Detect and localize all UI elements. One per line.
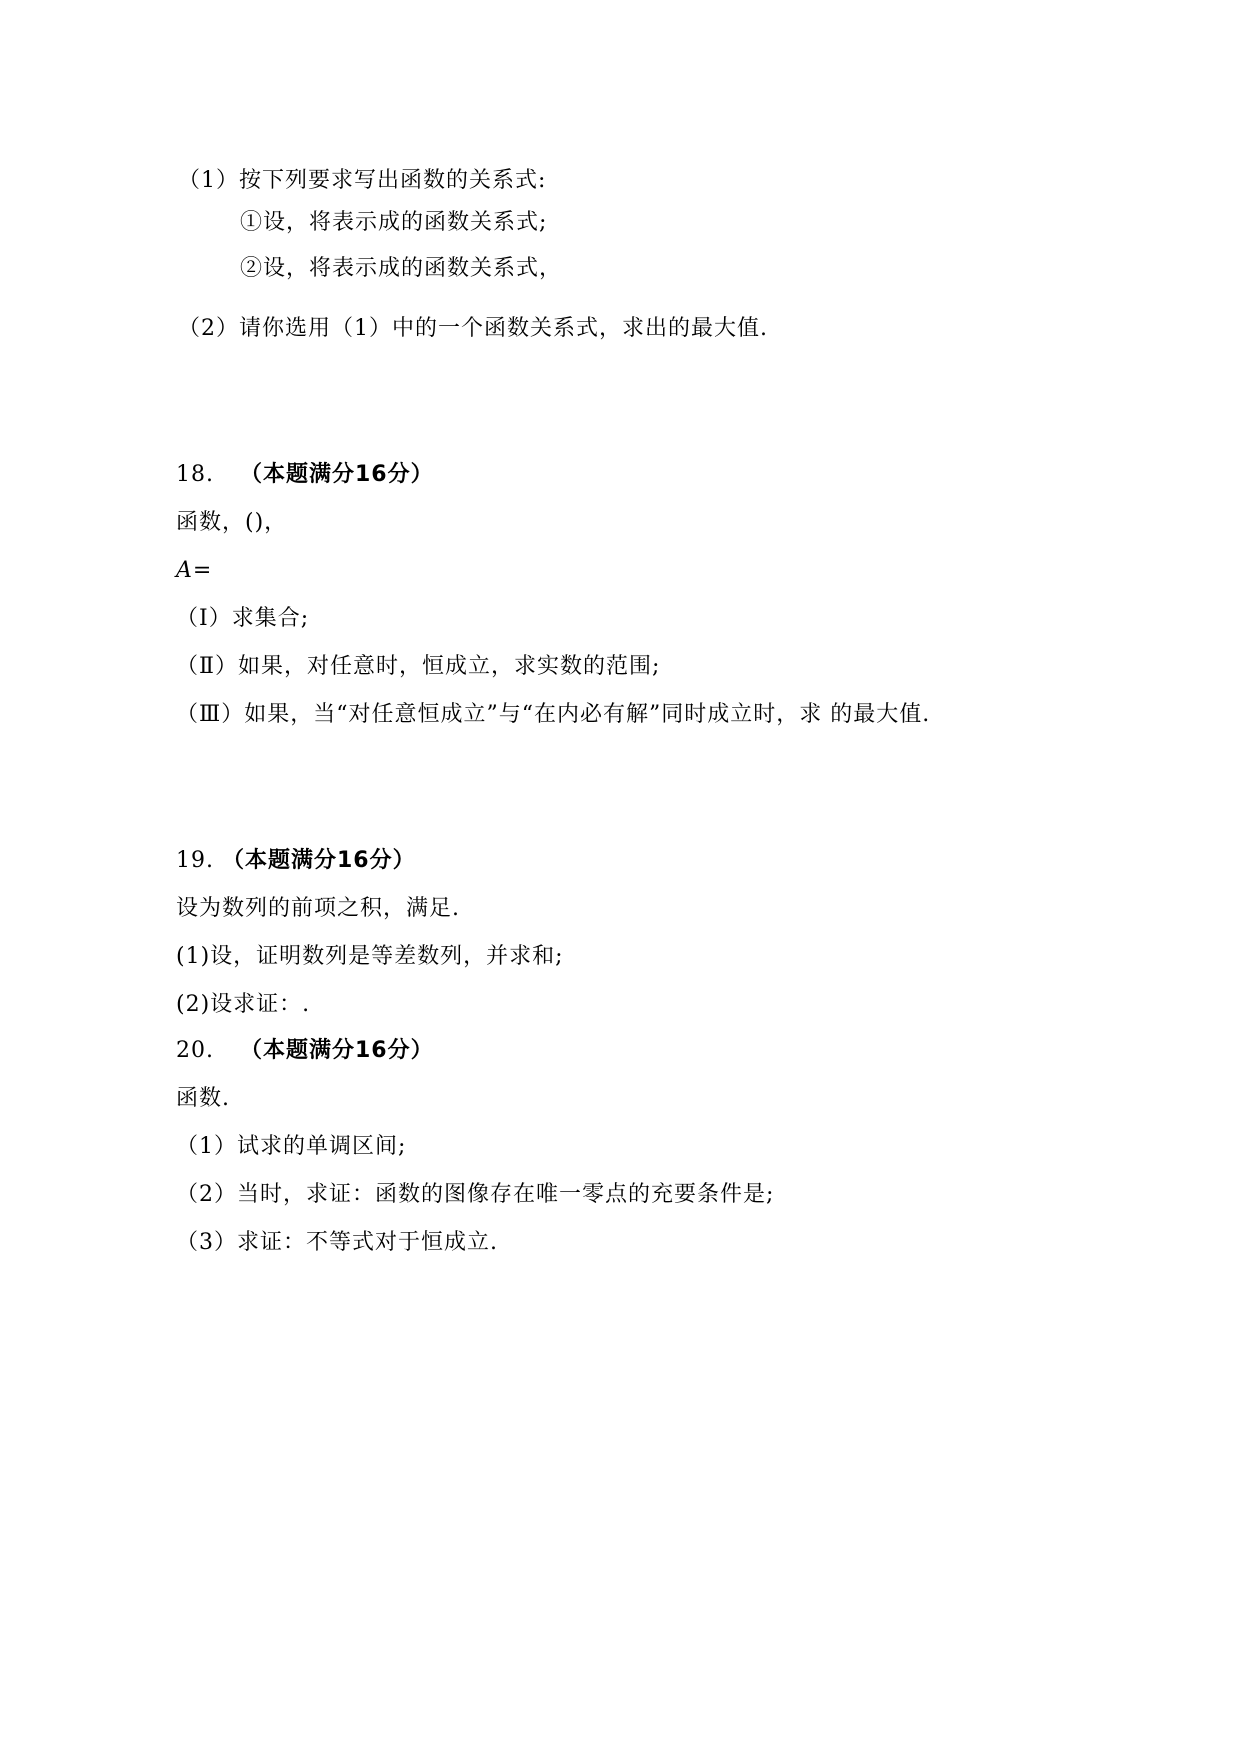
q20-number: 20.	[176, 1038, 214, 1063]
q19-heading	[176, 846, 416, 876]
q20-score: （本题满分16分）	[240, 1038, 434, 1063]
q20-part2: （2）当时，求证：函数的图像存在唯一零点的充要条件是;	[176, 1182, 775, 1207]
q20-line1: 函数.	[176, 1086, 230, 1111]
q18-part1: （Ⅰ）求集合;	[176, 606, 310, 631]
q20-part3: （3）求证：不等式对于恒成立.	[176, 1230, 498, 1255]
q19-part2: (2)设求证：.	[176, 992, 311, 1017]
q18-score: （本题满分16分）	[240, 462, 434, 487]
q18-line1: 函数，()，	[176, 510, 288, 535]
q20-heading	[176, 1036, 434, 1066]
q18-part3: （Ⅲ）如果，当“对任意恒成立”与“在内必有解”同时成立时，求 的最大值.	[176, 702, 931, 727]
q17-part1: （1）按下列要求写出函数的关系式:	[178, 168, 547, 193]
q18-part2: （Ⅱ）如果，对任意时，恒成立，求实数的范围;	[176, 654, 661, 679]
q17-sub1: ①设，将表示成的函数关系式;	[240, 210, 548, 235]
q17-part2: （2）请你选用（1）中的一个函数关系式，求出的最大值.	[178, 316, 768, 341]
q18-heading	[176, 460, 434, 490]
q19-score: （本题满分16分）	[222, 848, 416, 873]
q18-line2: A=	[176, 558, 213, 583]
q18-number: 18.	[176, 462, 214, 487]
q19-part1: (1)设，证明数列是等差数列，并求和;	[176, 944, 564, 969]
q19-line1: 设为数列的前项之积，满足.	[176, 896, 460, 921]
q20-part1: （1）试求的单调区间;	[176, 1134, 407, 1159]
q17-sub2: ②设，将表示成的函数关系式，	[240, 256, 563, 281]
q19-number: 19.	[176, 848, 214, 873]
